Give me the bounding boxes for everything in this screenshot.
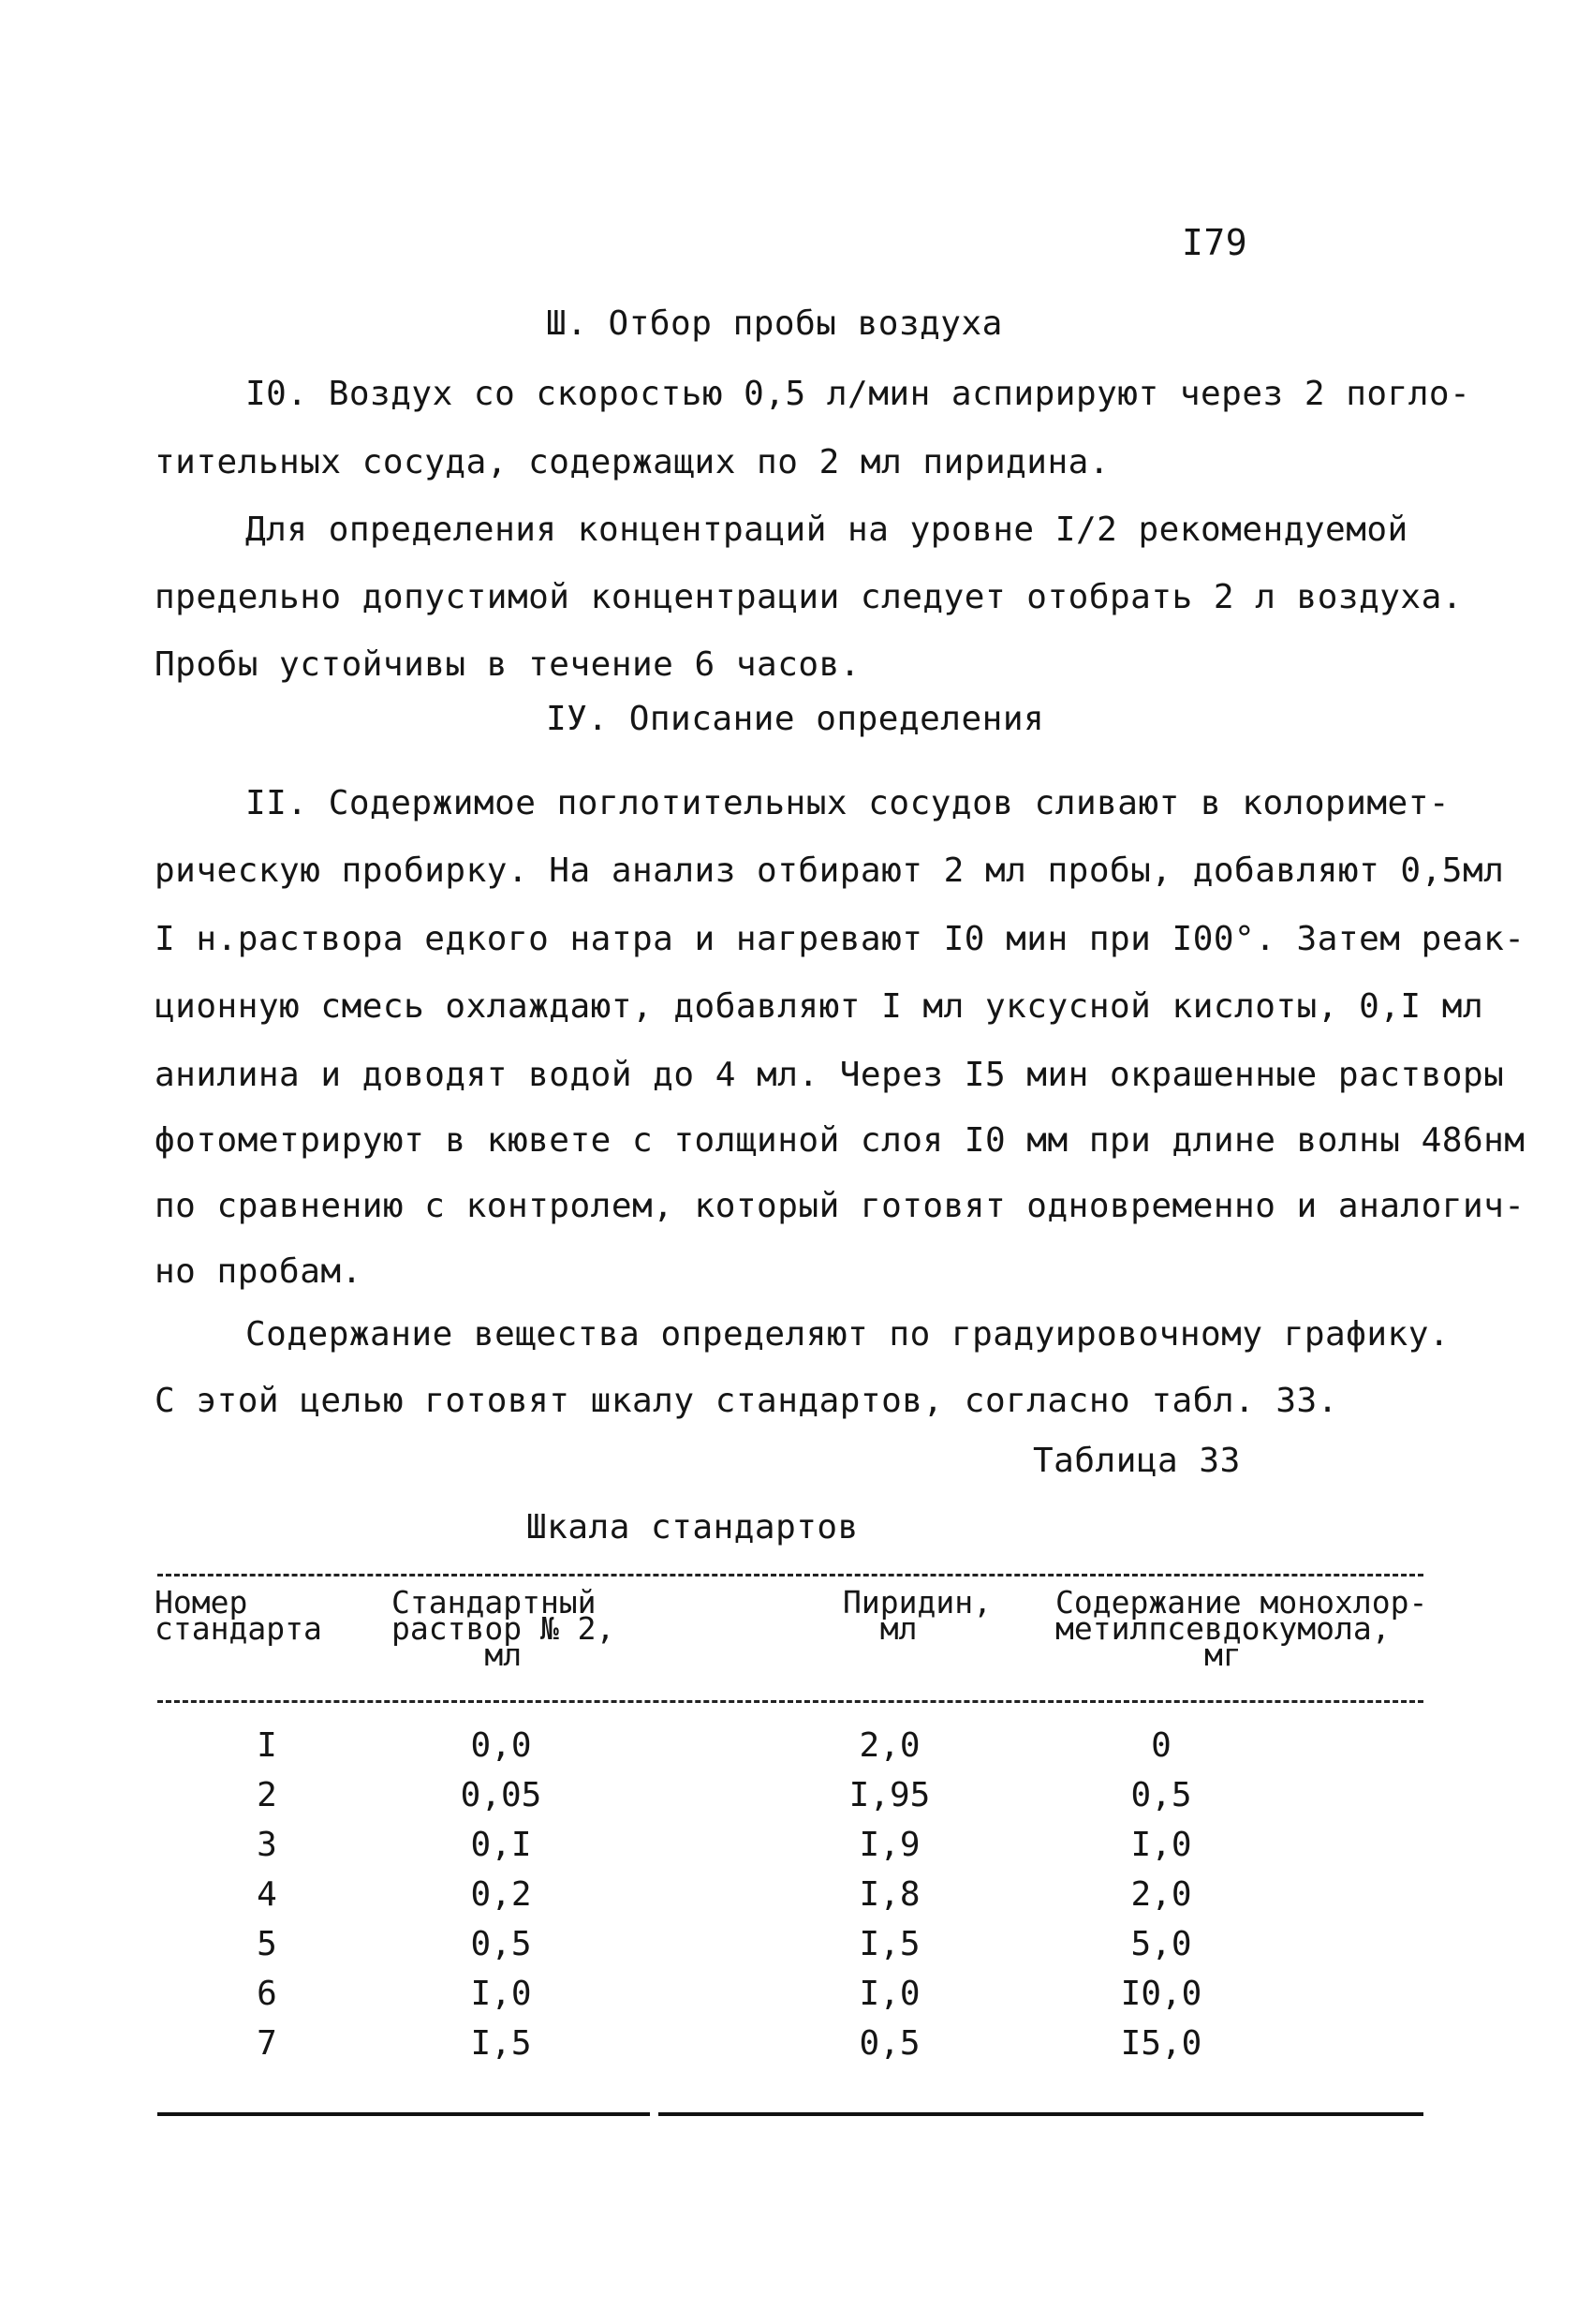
table-cell: 0,2 [470,1875,532,1914]
table-cell: 0,05 [460,1776,542,1814]
table-title: Шкала стандартов [526,1508,859,1547]
section-4-line: по сравнению с контролем, который готовят одновременно и аналогич- [155,1187,1526,1225]
table-cell: 2 [257,1776,277,1814]
column-header-standard-solution: Стандартный раствор № 2, мл [391,1584,615,1673]
table-cell: 4 [257,1875,277,1914]
table-cell: I,5 [859,1925,921,1963]
table-cell: 2,0 [1130,1875,1192,1914]
section-4-line: рическую пробирку. На анализ отбирают 2 мл пробы, добавляют 0,5мл [155,851,1505,890]
section-4-line: но пробам. [155,1252,362,1291]
table-cell: I,5 [470,2024,532,2063]
column-header-standard-number: Номер стандарта [155,1584,322,1647]
table-cell: I,0 [470,1975,532,2013]
table-cell: 0,0 [470,1726,532,1765]
table-cell: I0,0 [1120,1975,1202,2013]
table-cell: I,8 [859,1875,921,1914]
table-bottom-rule-right [658,2112,1423,2116]
table-bottom-rule-left [157,2112,650,2116]
table-cell: 2,0 [859,1726,921,1765]
section-3-line: предельно допустимой концентрации следует отобрать 2 л воздуха. [155,578,1463,616]
section-4-line: фотометрируют в кювете с толщиной слоя I0 мм при длине волны 486нм [155,1121,1526,1160]
table-cell: 3 [257,1826,277,1864]
section-4-heading: IУ. Описание определения [546,700,1045,738]
table-cell: 0,5 [1130,1776,1192,1814]
table-cell: 5 [257,1925,277,1963]
table-cell: I,0 [859,1975,921,2013]
table-cell: 6 [257,1975,277,2013]
column-header-content: Содержание монохлор- метилпсевдокумола, мг [1055,1584,1428,1673]
column-header-pyridine: Пиридин, мл [843,1584,992,1647]
section-3-line: Для определения концентраций на уровне I/2 рекомендуемой [245,511,1408,549]
table-cell: I,9 [859,1826,921,1864]
section-4-line: II. Содержимое поглотительных сосудов сливают в колоримет- [245,784,1451,822]
table-cell: I,95 [848,1776,931,1814]
section-3-line: тительных сосуда, содержащих по 2 мл пиридина. [155,443,1110,481]
section-4-line: С этой целью готовят шкалу стандартов, согласно табл. 33. [155,1382,1338,1420]
section-4-line: I н.раствора едкого натра и нагревают I0 мин при I00°. Затем реак- [155,920,1526,958]
table-cell: I [257,1726,277,1765]
table-cell: 7 [257,2024,277,2063]
table-cell: 0,I [470,1826,532,1864]
section-4-line: Содержание вещества определяют по градуировочному графику. [245,1315,1451,1354]
section-3-line: I0. Воздух со скоростью 0,5 л/мин аспирируют через 2 погло- [245,375,1471,413]
table-cell: 0,5 [470,1925,532,1963]
section-4-line: ционную смесь охлаждают, добавляют I мл уксусной кислоты, 0,I мл [155,987,1484,1026]
section-4-line: анилина и доводят водой до 4 мл. Через I5 мин окрашенные растворы [155,1056,1505,1094]
table-cell: 0 [1151,1726,1172,1765]
table-cell: I5,0 [1120,2024,1202,2063]
table-top-rule [157,1574,1423,1576]
table-cell: I,0 [1130,1826,1192,1864]
table-cell: 0,5 [859,2024,921,2063]
section-3-heading: Ш. Отбор пробы воздуха [546,304,1003,343]
section-3-line: Пробы устойчивы в течение 6 часов. [155,645,861,684]
page-number: I79 [1182,222,1248,263]
table-header-rule [157,1700,1423,1703]
table-cell: 5,0 [1130,1925,1192,1963]
table-label: Таблица 33 [1033,1442,1241,1480]
